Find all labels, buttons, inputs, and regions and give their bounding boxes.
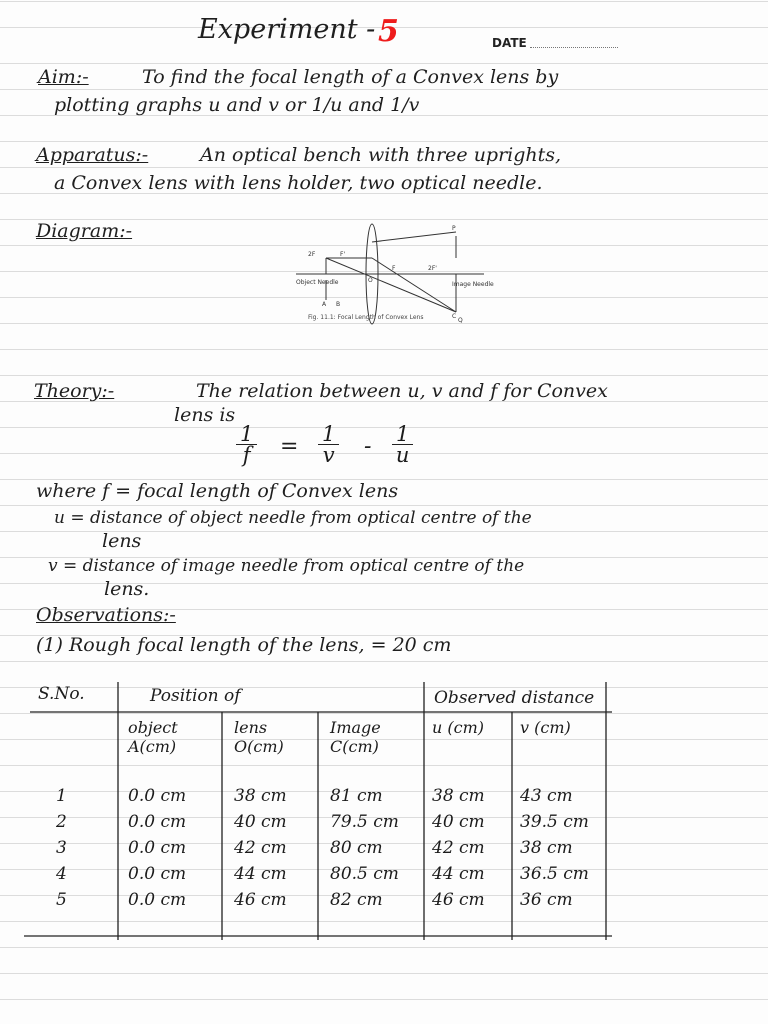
table-cell: 0.0 cm bbox=[128, 890, 187, 910]
table-cell: 44 cm bbox=[432, 864, 485, 884]
table-cell: 42 cm bbox=[432, 838, 485, 858]
aim-line-2: plotting graphs u and v or 1/u and 1/v bbox=[54, 94, 420, 116]
table-cell: 46 cm bbox=[432, 890, 485, 910]
table-column-header: object A(cm) bbox=[128, 718, 178, 756]
apparatus-label: Apparatus:- bbox=[36, 144, 149, 166]
fraction-u-denominator: u bbox=[395, 443, 410, 467]
label-f: F bbox=[392, 265, 396, 272]
table-cell: 36.5 cm bbox=[520, 864, 589, 884]
label-q: Q bbox=[458, 317, 463, 324]
where-line-2: u = distance of object needle from optical centre of the bbox=[54, 508, 532, 528]
label-2f-left: 2F bbox=[308, 251, 316, 258]
table-cell: 46 cm bbox=[234, 890, 287, 910]
theory-line-2: lens is bbox=[174, 404, 236, 426]
table-cell: 82 cm bbox=[330, 890, 383, 910]
rough-focal-length: (1) Rough focal length of the lens, = 20 cm bbox=[36, 634, 452, 656]
table-column-header: u (cm) bbox=[432, 718, 485, 737]
label-object-needle: Object Needle bbox=[296, 279, 339, 286]
table-row-number: 4 bbox=[56, 864, 67, 884]
table-column-header: lens O(cm) bbox=[234, 718, 284, 756]
table-cell: 42 cm bbox=[234, 838, 287, 858]
aim-line-1: To find the focal length of a Convex lens by bbox=[142, 66, 559, 88]
label-b: B bbox=[336, 301, 341, 308]
where-line-3: lens bbox=[102, 530, 142, 552]
table-cell: 0.0 cm bbox=[128, 786, 187, 806]
apparatus-line-1: An optical bench with three uprights, bbox=[200, 144, 562, 166]
label-2f: 2F' bbox=[428, 265, 437, 272]
formula-equals: = bbox=[280, 434, 299, 459]
table-cell: 40 cm bbox=[234, 812, 287, 832]
fraction-f-denominator: f bbox=[242, 443, 251, 467]
table-header-sno: S.No. bbox=[38, 684, 85, 704]
where-line-5: lens. bbox=[104, 578, 150, 600]
table-cell: 0.0 cm bbox=[128, 838, 187, 858]
label-f-left: F' bbox=[340, 251, 346, 258]
fraction-v-denominator: v bbox=[322, 443, 335, 467]
fraction-u-numerator: 1 bbox=[392, 424, 413, 445]
table-row-number: 5 bbox=[56, 890, 67, 910]
label-a: A bbox=[322, 301, 327, 308]
label-o: O bbox=[368, 277, 373, 284]
fraction-v-numerator: 1 bbox=[318, 424, 339, 445]
experiment-title: Experiment - bbox=[198, 14, 376, 45]
table-cell: 0.0 cm bbox=[128, 864, 187, 884]
table-cell: 38 cm bbox=[520, 838, 573, 858]
table-column-header: Image C(cm) bbox=[330, 718, 381, 756]
date-label: DATE bbox=[492, 36, 527, 50]
formula-minus: - bbox=[364, 434, 372, 459]
table-cell: 80 cm bbox=[330, 838, 383, 858]
table-cell: 40 cm bbox=[432, 812, 485, 832]
label-c: C bbox=[452, 313, 457, 320]
aim-label: Aim:- bbox=[38, 66, 89, 88]
table-row-number: 2 bbox=[56, 812, 67, 832]
table-cell: 38 cm bbox=[234, 786, 287, 806]
table-cell: 36 cm bbox=[520, 890, 573, 910]
table-row-number: 1 bbox=[56, 786, 67, 806]
table-row-number: 3 bbox=[56, 838, 67, 858]
table-cell: 44 cm bbox=[234, 864, 287, 884]
table-header-position-of: Position of bbox=[150, 686, 241, 706]
experiment-number: 5 bbox=[378, 14, 399, 49]
label-image-needle: Image Needle bbox=[452, 281, 494, 288]
table-column-header: v (cm) bbox=[520, 718, 571, 737]
table-cell: 43 cm bbox=[520, 786, 573, 806]
table-cell: 0.0 cm bbox=[128, 812, 187, 832]
where-line-1: where f = focal length of Convex lens bbox=[36, 480, 399, 502]
theory-label: Theory:- bbox=[34, 380, 115, 402]
table-cell: 80.5 cm bbox=[330, 864, 399, 884]
apparatus-line-2: a Convex lens with lens holder, two optical needle. bbox=[54, 172, 543, 194]
table-cell: 79.5 cm bbox=[330, 812, 399, 832]
table-header-observed-distance: Observed distance bbox=[434, 688, 595, 708]
theory-line-1: The relation between u, v and f for Convex bbox=[196, 380, 608, 402]
diagram-caption: Fig. 11.1: Focal Length of Convex Lens bbox=[308, 314, 424, 321]
where-line-4: v = distance of image needle from optical centre of the bbox=[48, 556, 525, 576]
table-cell: 39.5 cm bbox=[520, 812, 589, 832]
fraction-f-numerator: 1 bbox=[236, 424, 257, 445]
table-cell: 38 cm bbox=[432, 786, 485, 806]
diagram-label: Diagram:- bbox=[36, 220, 133, 242]
table-cell: 81 cm bbox=[330, 786, 383, 806]
label-p: P bbox=[452, 225, 456, 232]
observations-label: Observations:- bbox=[36, 604, 176, 626]
